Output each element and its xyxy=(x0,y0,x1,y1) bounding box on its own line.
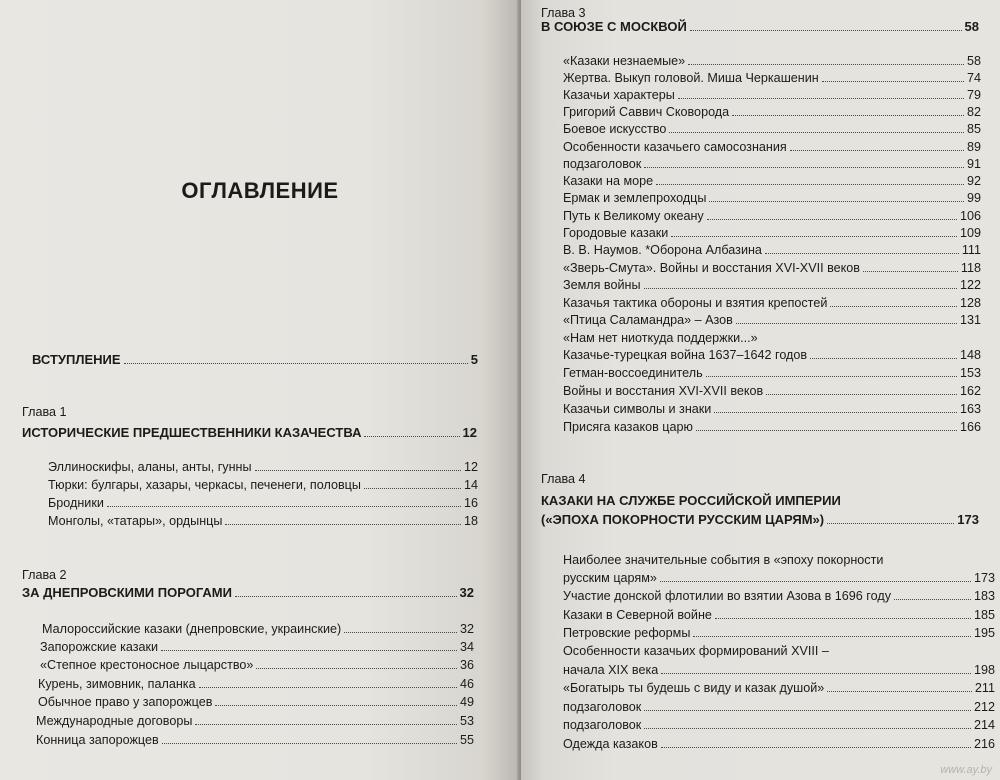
toc-entry[interactable] xyxy=(563,402,981,416)
chapter-3-title[interactable] xyxy=(541,20,979,34)
dot-leader xyxy=(161,650,457,651)
dot-leader xyxy=(766,394,957,395)
entry-text: Курень, зимовник, паланка xyxy=(38,677,196,691)
entry-text: Бродники xyxy=(48,496,104,510)
entry-page: 32 xyxy=(459,622,474,636)
entry-text: Одежда казаков xyxy=(563,737,658,751)
entry-page: 53 xyxy=(459,714,474,728)
dot-leader xyxy=(696,430,957,431)
toc-entry[interactable] xyxy=(48,478,478,492)
entry-text: подзаголовок xyxy=(563,700,642,714)
toc-entry[interactable] xyxy=(563,140,981,154)
dot-leader xyxy=(344,632,457,633)
dot-leader xyxy=(162,743,457,744)
toc-entry[interactable] xyxy=(563,226,981,240)
toc-entry[interactable] xyxy=(40,658,474,672)
chapter-4-title[interactable] xyxy=(541,513,979,527)
entry-text: Григорий Саввич Сковорода xyxy=(563,105,730,119)
entry-text: Городовые казаки xyxy=(563,226,669,240)
entry-text: В. В. Наумов. *Оборона Албазина xyxy=(563,243,762,257)
entry-text: начала XIX века xyxy=(563,663,659,677)
entry-page: 49 xyxy=(459,695,474,709)
entry-text: Петровские реформы xyxy=(563,626,691,640)
entry-page: 185 xyxy=(973,608,995,622)
entry-text: Эллиноскифы, аланы, анты, гунны xyxy=(48,460,252,474)
toc-entry[interactable] xyxy=(563,209,981,223)
entry-text: Казачье-турецкая война 1637–1642 годов xyxy=(563,348,808,362)
entry-page: 118 xyxy=(960,261,981,275)
entry-page: 212 xyxy=(973,700,995,714)
entry-page: 109 xyxy=(959,226,981,240)
entry-page: 16 xyxy=(463,496,478,510)
toc-entry[interactable] xyxy=(48,460,478,474)
entry-text: Тюрки: булгары, хазары, черкасы, печенеги, половцы xyxy=(48,478,361,492)
entry-text: Гетман-воссоединитель xyxy=(563,366,703,380)
dot-leader xyxy=(732,115,964,116)
entry-text: ЗА ДНЕПРОВСКИМИ ПОРОГАМИ xyxy=(22,585,232,600)
toc-entry[interactable] xyxy=(563,366,981,380)
entry-text: Монголы, «татары», ордынцы xyxy=(48,514,223,528)
toc-entry[interactable] xyxy=(563,589,995,603)
toc-entry[interactable] xyxy=(563,191,981,205)
intro-entry[interactable] xyxy=(32,353,478,367)
entry-text: ИСТОРИЧЕСКИЕ ПРЕДШЕСТВЕННИКИ КАЗАЧЕСТВА xyxy=(22,425,362,440)
dot-leader xyxy=(894,599,971,600)
entry-page: 74 xyxy=(966,71,981,85)
entry-text: Конница запорожцев xyxy=(36,733,159,747)
entry-page: 183 xyxy=(973,589,995,603)
dot-leader xyxy=(256,668,457,669)
entry-text: В СОЮЗЕ С МОСКВОЙ xyxy=(541,19,687,34)
chapter-3-label: Глава 3 xyxy=(541,6,586,20)
entry-page: 211 xyxy=(974,681,995,695)
toc-entry[interactable] xyxy=(563,174,981,188)
chapter-4-title-line1[interactable]: КАЗАКИ НА СЛУЖБЕ РОССИЙСКОЙ ИМПЕРИИ xyxy=(541,493,841,508)
dot-leader xyxy=(765,253,959,254)
dot-leader xyxy=(669,132,964,133)
chapter-4-label: Глава 4 xyxy=(541,472,586,486)
entry-text: Запорожские казаки xyxy=(40,640,159,654)
entry-page: 173 xyxy=(973,571,995,585)
dot-leader xyxy=(124,363,468,364)
entry-page: 12 xyxy=(463,460,478,474)
toc-entry[interactable] xyxy=(563,278,981,292)
toc-entry[interactable] xyxy=(563,700,995,714)
entry-page: 5 xyxy=(470,352,478,367)
entry-text: ВСТУПЛЕНИЕ xyxy=(32,352,121,367)
entry-page: 166 xyxy=(959,420,981,434)
entry-page: 14 xyxy=(463,478,478,492)
dot-leader xyxy=(688,64,964,65)
entry-text: Жертва. Выкуп головой. Миша Черкашенин xyxy=(563,71,819,85)
toc-entry[interactable] xyxy=(38,677,474,691)
entry-page: 55 xyxy=(459,733,474,747)
dot-leader xyxy=(693,636,971,637)
dot-leader xyxy=(656,184,964,185)
dot-leader xyxy=(709,201,964,202)
chapter-2-title[interactable] xyxy=(22,586,474,600)
entry-text: Казаки на море xyxy=(563,174,654,188)
dot-leader xyxy=(827,691,972,692)
entry-page: 12 xyxy=(462,425,477,440)
entry-page: 198 xyxy=(973,663,995,677)
dot-leader xyxy=(863,271,958,272)
entry-page: 85 xyxy=(966,122,981,136)
toc-entry[interactable] xyxy=(563,54,981,68)
entry-page: 36 xyxy=(459,658,474,672)
entry-text: «Богатырь ты будешь с виду и казак душой» xyxy=(563,681,825,695)
dot-leader xyxy=(235,596,457,597)
dot-leader xyxy=(827,523,954,524)
toc-entry[interactable] xyxy=(563,348,981,362)
toc-entry[interactable] xyxy=(563,737,995,751)
dot-leader xyxy=(671,236,957,237)
toc-entry[interactable] xyxy=(563,71,981,85)
entry-page: 122 xyxy=(959,278,981,292)
dot-leader xyxy=(195,724,457,725)
toc-entry[interactable] xyxy=(48,514,478,528)
toc-entry[interactable] xyxy=(563,663,995,677)
toc-entry[interactable] xyxy=(563,313,981,327)
toc-entry[interactable] xyxy=(38,695,474,709)
entry-page: 153 xyxy=(959,366,981,380)
entry-text: Боевое искусство xyxy=(563,122,667,136)
entry-text: Особенности казачьего самосознания xyxy=(563,140,787,154)
toc-entry[interactable] xyxy=(563,420,981,434)
entry-text: Войны и восстания XVI-XVII веков xyxy=(563,384,764,398)
toc-entry[interactable] xyxy=(563,608,995,622)
entry-page: 46 xyxy=(459,677,474,691)
entry-page: 82 xyxy=(966,105,981,119)
entry-text: «Казаки незнаемые» xyxy=(563,54,686,68)
entry-text: Обычное право у запорожцев xyxy=(38,695,213,709)
dot-leader xyxy=(790,150,964,151)
dot-leader xyxy=(660,581,971,582)
entry-page: 214 xyxy=(973,718,995,732)
entry-page: 128 xyxy=(959,296,981,310)
entry-page: 92 xyxy=(966,174,981,188)
toc-entry[interactable] xyxy=(563,122,981,136)
entry-text: Казаки в Северной войне xyxy=(563,608,712,622)
entry-page: 162 xyxy=(959,384,981,398)
entry-text: подзаголовок xyxy=(563,157,642,171)
dot-leader xyxy=(810,358,957,359)
dot-leader xyxy=(364,488,461,489)
toc-entry-no-page[interactable]: Наиболее значительные события в «эпоху покорности xyxy=(563,553,884,567)
dot-leader xyxy=(364,436,459,437)
entry-text: Путь к Великому океану xyxy=(563,209,704,223)
dot-leader xyxy=(661,673,971,674)
dot-leader xyxy=(644,288,957,289)
dot-leader xyxy=(199,687,457,688)
entry-page: 32 xyxy=(459,585,474,600)
toc-entry[interactable] xyxy=(563,88,981,102)
dot-leader xyxy=(225,524,461,525)
dot-leader xyxy=(644,728,971,729)
dot-leader xyxy=(661,747,971,748)
dot-leader xyxy=(255,470,461,471)
dot-leader xyxy=(714,412,957,413)
dot-leader xyxy=(644,710,971,711)
entry-text: Земля войны xyxy=(563,278,641,292)
toc-entry[interactable] xyxy=(563,681,995,695)
toc-entry[interactable] xyxy=(40,640,474,654)
entry-text: («ЭПОХА ПОКОРНОСТИ РУССКИМ ЦАРЯМ») xyxy=(541,512,825,527)
chapter-1-title[interactable] xyxy=(22,426,477,440)
dot-leader xyxy=(830,306,957,307)
entry-page: 58 xyxy=(964,19,979,34)
toc-entry[interactable] xyxy=(42,622,474,636)
entry-page: 216 xyxy=(973,737,995,751)
entry-text: Казачья тактика обороны и взятия крепостей xyxy=(563,296,828,310)
dot-leader xyxy=(215,705,457,706)
entry-page: 34 xyxy=(459,640,474,654)
toc-entry[interactable] xyxy=(563,626,995,640)
toc-entry[interactable] xyxy=(563,384,981,398)
entry-text: Казачьи символы и знаки xyxy=(563,402,712,416)
entry-text: Участие донской флотилии во взятии Азова в 1696 году xyxy=(563,589,891,603)
toc-entry[interactable] xyxy=(563,243,981,257)
entry-page: 148 xyxy=(959,348,981,362)
dot-leader xyxy=(690,30,962,31)
entry-text: Ермак и землепроходцы xyxy=(563,191,707,205)
toc-entry[interactable] xyxy=(563,718,995,732)
entry-text: Казачьи характеры xyxy=(563,88,675,102)
entry-page: 195 xyxy=(973,626,995,640)
dot-leader xyxy=(644,167,964,168)
dot-leader xyxy=(736,323,957,324)
entry-text: «Степное крестоносное лыцарство» xyxy=(40,658,254,672)
toc-entry[interactable] xyxy=(563,261,981,275)
dot-leader xyxy=(707,219,957,220)
entry-text: подзаголовок xyxy=(563,718,642,732)
entry-text: «Птица Саламандра» – Азов xyxy=(563,313,733,327)
toc-entry[interactable] xyxy=(563,157,981,171)
dot-leader xyxy=(706,376,957,377)
entry-page: 89 xyxy=(966,140,981,154)
entry-page: 111 xyxy=(961,243,981,257)
entry-page: 99 xyxy=(966,191,981,205)
entry-text: Международные договоры xyxy=(36,714,193,728)
toc-entry[interactable] xyxy=(48,496,478,510)
dot-leader xyxy=(822,81,964,82)
entry-page: 163 xyxy=(959,402,981,416)
chapter-1-label: Глава 1 xyxy=(22,405,67,419)
dot-leader xyxy=(107,506,461,507)
toc-entry-no-page[interactable]: «Нам нет ниоткуда поддержки...» xyxy=(563,331,758,345)
entry-page: 91 xyxy=(966,157,981,171)
dot-leader xyxy=(678,98,964,99)
watermark: www.ay.by xyxy=(940,764,992,776)
toc-entry[interactable] xyxy=(563,571,995,585)
entry-page: 58 xyxy=(966,54,981,68)
entry-page: 79 xyxy=(966,88,981,102)
right-page xyxy=(521,0,1000,780)
toc-entry[interactable] xyxy=(36,714,474,728)
entry-page: 173 xyxy=(957,512,979,527)
chapter-2-label: Глава 2 xyxy=(22,568,67,582)
entry-text: «Зверь-Смута». Войны и восстания XVI-XVII веков xyxy=(563,261,860,275)
entry-text: Малороссийские казаки (днепровские, украинские) xyxy=(42,622,342,636)
entry-page: 106 xyxy=(959,209,981,223)
toc-entry[interactable] xyxy=(36,733,474,747)
entry-text: русским царям» xyxy=(563,571,657,585)
toc-title: ОГЛАВЛЕНИЕ xyxy=(181,178,339,203)
dot-leader xyxy=(715,618,971,619)
entry-page: 131 xyxy=(959,313,981,327)
entry-text: Присяга казаков царю xyxy=(563,420,693,434)
toc-entry[interactable] xyxy=(563,296,981,310)
toc-entry-no-page[interactable]: Особенности казачьих формирований XVIII – xyxy=(563,644,829,658)
toc-entry[interactable] xyxy=(563,105,981,119)
entry-page: 18 xyxy=(463,514,478,528)
